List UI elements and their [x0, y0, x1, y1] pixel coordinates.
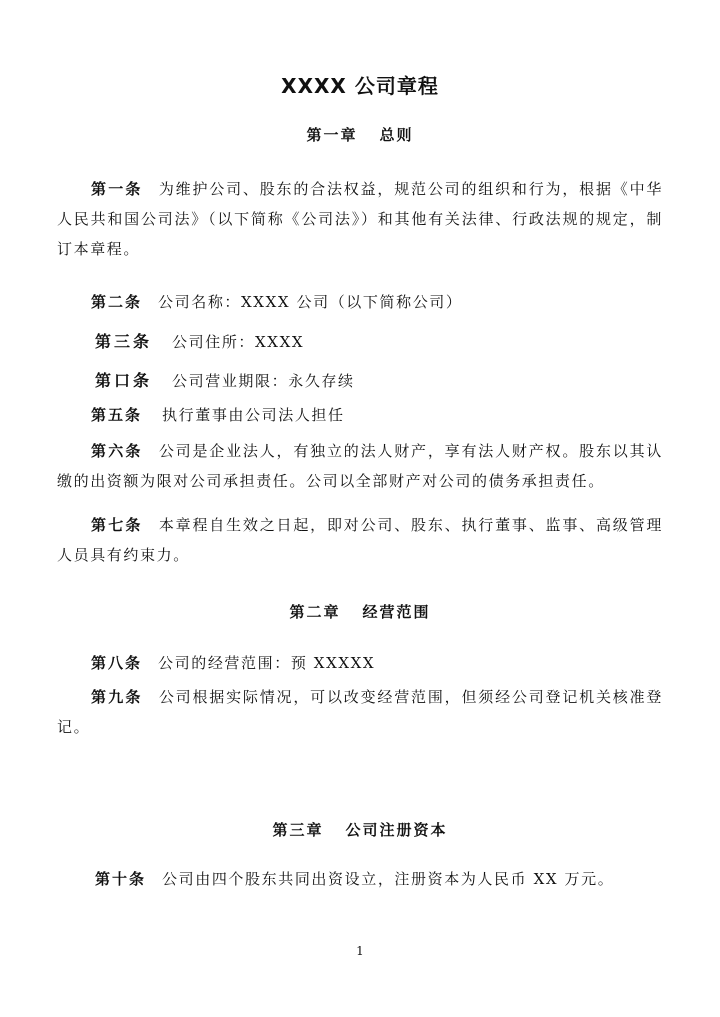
article-10: [95, 868, 614, 889]
chapter-label: 第三章: [272, 821, 324, 839]
article-label: 第十条: [95, 870, 147, 888]
article-text: 公司是企业法人，有独立的法人财产，享有法人财产权。股东以其认缴的出资额为限对公司承担责任。公司以全部财产对公司的债务承担责任。: [57, 442, 663, 490]
chapter-heading-1: [0, 124, 720, 145]
article-2: [91, 291, 463, 312]
article-label: 第六条: [91, 442, 143, 460]
article-label: 第七条: [91, 516, 143, 534]
article-label: 第五条: [91, 406, 143, 424]
article-text: 为维护公司、股东的合法权益，规范公司的组织和行为，根据《中华人民共和国公司法》（以下简称《公司法》）和其他有关法律、行政法规的规定，制订本章程。: [57, 180, 663, 258]
article-label: 第三条: [95, 332, 153, 351]
chapter-name: 经营范围: [362, 603, 431, 621]
article-label: 第二条: [91, 293, 143, 311]
article-text: 本章程自生效之日起，即对公司、股东、执行董事、监事、高级管理人员具有约束力。: [57, 516, 663, 564]
article-8: [91, 652, 375, 673]
article-label: 第一条: [91, 180, 143, 198]
article-text: 执行董事由公司法人担任: [162, 406, 345, 424]
article-text: 公司住所：XXXX: [172, 333, 305, 351]
article-label: 第八条: [91, 654, 143, 672]
article-7: [57, 510, 663, 570]
article-text: 公司的经营范围：预 XXXXX: [158, 654, 376, 672]
article-text: 公司名称：XXXX 公司（以下简称公司）: [158, 293, 463, 311]
chapter-heading-2: [0, 601, 720, 622]
chapter-label: 第一章: [306, 126, 358, 144]
chapter-label: 第二章: [289, 603, 341, 621]
chapter-name: 公司注册资本: [345, 821, 448, 839]
article-5: [91, 404, 345, 425]
page-number: 1: [356, 944, 364, 958]
article-text: 公司由四个股东共同出资设立，注册资本为人民币 XX 万元。: [162, 870, 615, 888]
article-4: [95, 368, 355, 391]
article-6: [57, 436, 663, 496]
article-1: [57, 174, 663, 264]
article-9: [57, 682, 663, 742]
article-label: 第口条: [95, 371, 153, 390]
chapter-name: 总则: [379, 126, 414, 144]
article-3: [95, 329, 304, 352]
article-text: 公司根据实际情况，可以改变经营范围，但须经公司登记机关核准登记。: [57, 688, 663, 736]
article-text: 公司营业期限：永久存续: [172, 372, 355, 390]
article-label: 第九条: [91, 688, 143, 706]
chapter-heading-3: [0, 819, 720, 840]
document-title: XXXX 公司章程: [281, 74, 439, 98]
